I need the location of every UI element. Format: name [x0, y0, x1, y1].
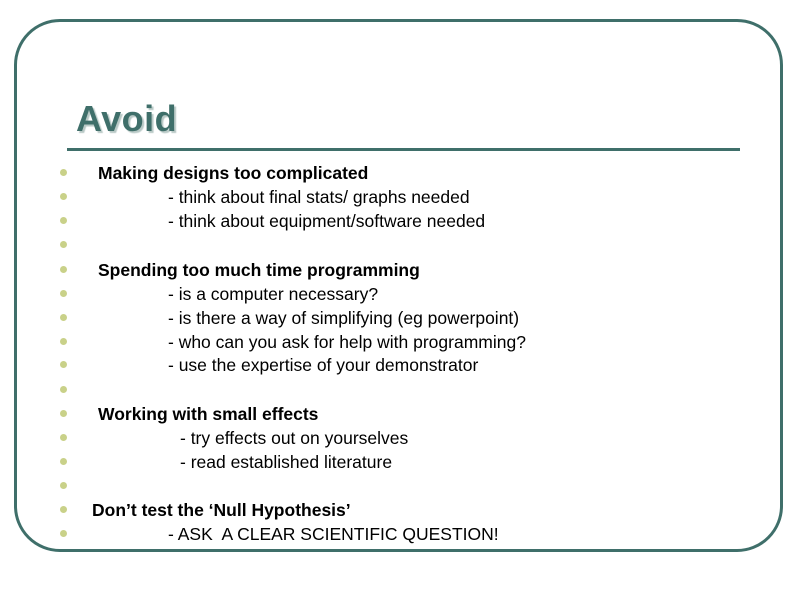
bullet-icon	[60, 530, 67, 537]
bullet-icon	[60, 434, 67, 441]
bullet-icon	[60, 290, 67, 297]
bullet-icon	[60, 266, 67, 273]
section-heading: Spending too much time programming	[98, 260, 420, 280]
bullet-icon	[60, 458, 67, 465]
list-item-empty	[0, 474, 800, 498]
list-item	[0, 209, 800, 233]
list-item	[0, 161, 800, 185]
section-heading: Don’t test the ‘Null Hypothesis’	[92, 500, 351, 520]
title-underline	[67, 148, 740, 151]
list-item	[0, 330, 800, 354]
bullet-icon	[60, 169, 67, 176]
section-heading: Working with small effects	[98, 404, 319, 424]
section-heading: Making designs too complicated	[98, 163, 369, 183]
list-item	[0, 306, 800, 330]
list-item	[0, 353, 800, 377]
sub-item: - think about final stats/ graphs needed	[168, 187, 470, 207]
bullet-icon	[60, 361, 67, 368]
list-item	[0, 402, 800, 426]
sub-item: - read established literature	[180, 452, 393, 472]
list-item-empty	[0, 378, 800, 402]
slide-title: Avoid	[76, 98, 178, 139]
list-item	[0, 185, 800, 209]
bullet-icon	[60, 338, 67, 345]
bullet-icon	[60, 217, 67, 224]
sub-item: - use the expertise of your demonstrator	[168, 355, 479, 375]
list-item	[0, 498, 800, 522]
list-item	[0, 450, 800, 474]
sub-item: - is there a way of simplifying (eg powerpoint)	[168, 308, 520, 328]
sub-item: - think about equipment/software needed	[168, 211, 486, 231]
bullet-icon	[60, 386, 67, 393]
sub-item: - try effects out on yourselves	[180, 428, 409, 448]
sub-item: - ASK A CLEAR SCIENTIFIC QUESTION!	[168, 524, 499, 544]
list-item	[0, 522, 800, 546]
list-item	[0, 258, 800, 282]
sub-item: - who can you ask for help with programming?	[168, 332, 526, 352]
bullet-icon	[60, 241, 67, 248]
bullet-icon	[60, 506, 67, 513]
list-item	[0, 426, 800, 450]
sub-item: - is a computer necessary?	[168, 284, 379, 304]
bullet-icon	[60, 193, 67, 200]
bullet-icon	[60, 410, 67, 417]
bullet-icon	[60, 482, 67, 489]
list-item	[0, 282, 800, 306]
list-item-empty	[0, 233, 800, 257]
bullet-icon	[60, 314, 67, 321]
